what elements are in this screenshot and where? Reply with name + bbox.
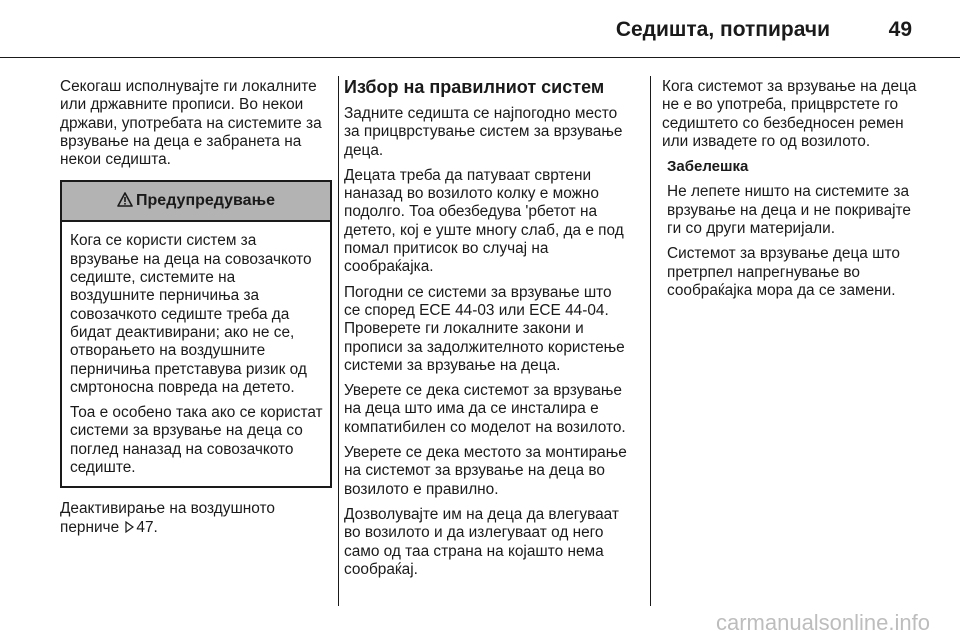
paragraph-5: Уверете се дека местото за монтирање на системот за врзување на деца во возилото е правилно.: [344, 444, 627, 498]
warning-paragraph-1: Кога се користи систем за врзување на деца на совозачкото седиште, системите на воздушните перничиња за совозачкото седиште треба да бидат деактивирани; ако не се, отворањето на воздушните перничиња претставува ризик од смртоносна повреда на детето.: [70, 232, 312, 396]
column-divider-left: [338, 76, 339, 606]
column-left: [60, 78, 332, 545]
deactivation-page-link[interactable]: 47.: [136, 518, 158, 536]
intro-paragraph: Секогаш исполнувајте ги локалните или државните прописи. Во некои држави, употребата на системите за врзување на деца е забранета на некои седишта.: [60, 78, 322, 169]
intro-paragraph: Кога системот за врзување на деца не е во употреба, прицврстете го седиштето со безбедносен ремен или извадете го од возилото.: [662, 78, 917, 150]
warning-triangle-icon: [117, 184, 133, 222]
paragraph-6: Дозволувајте им на деца да влегуваат во возилото и да излегуваат од него само од таа страна на којашто нема сообраќај.: [344, 505, 619, 578]
watermark: carmanualsonline.info: [715, 610, 930, 635]
deactivation-text: Деактивирање на воздушното перниче: [60, 500, 275, 536]
note-title: Забелешка: [667, 158, 749, 176]
warning-body: [62, 222, 330, 486]
note-block: [662, 158, 928, 300]
note-paragraph-1: Не лепете ништо на системите за врзување на деца и не покривајте ги со други материјали.: [667, 183, 911, 238]
warning-box: [60, 180, 332, 488]
paragraph-4: Уверете се дека системот за врзување на деца што има да се инсталира е компатибилен со моделот на возилото.: [344, 382, 626, 436]
warning-title: Предупредување: [136, 192, 275, 210]
column-right: [662, 78, 928, 307]
paragraph-3: Погодни се системи за врзување што се според ECE 44-03 или ECE 44-04. Проверете ги локалните закони и прописи за задолжителното користење системи за врзување на деца.: [344, 283, 625, 374]
deactivation-reference: [60, 500, 332, 538]
reference-arrow-icon[interactable]: [125, 520, 134, 538]
header-rule: [0, 57, 960, 58]
paragraph-1: Задните седишта се најпогодно место за прицврстување систем за врзување деца.: [344, 105, 623, 159]
note-paragraph-2: Системот за врзување деца што претрпел напрегнување во сообраќајка мора да се замени.: [667, 245, 900, 299]
paragraph-2: Децата треба да патуваат свртени наназад во возилото колку е можно подолго. Тоа обезбедува 'рбетот на детето, кој е уште многу слаб, да е под помал притисок во случај на сообраќајка.: [344, 166, 624, 276]
warning-paragraph-2: Тоа е особено така ако се користат системи за врзување на деца со поглед наназад на совозачкото седиште.: [70, 404, 323, 477]
column-middle: [344, 76, 632, 586]
page-header-title: Седишта, потпирачи: [615, 18, 830, 41]
warning-header: [62, 182, 330, 222]
column-divider-right: [650, 76, 651, 606]
page-number: 49: [888, 18, 912, 41]
section-heading: Избор на правилниот систем: [344, 77, 605, 97]
